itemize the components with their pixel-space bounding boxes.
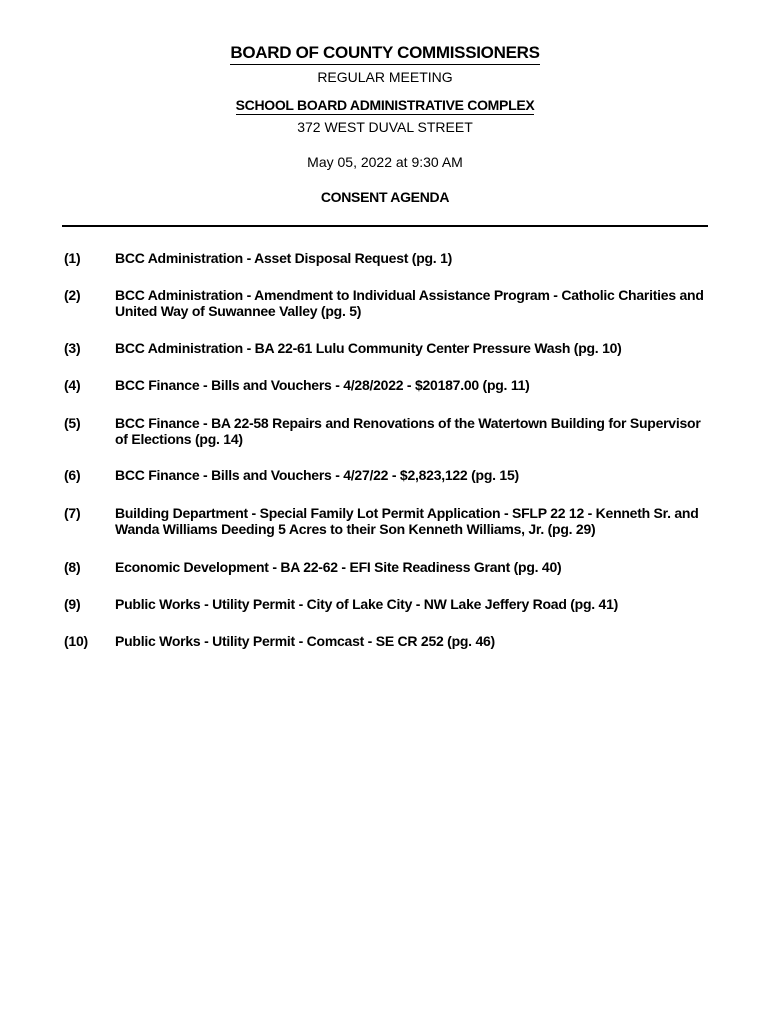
agenda-item-number: (8) <box>64 559 81 575</box>
agenda-item-text: BCC Administration - BA 22-61 Lulu Community Center Pressure Wash (pg. 10) <box>115 340 622 356</box>
meeting-header <box>0 42 770 207</box>
meeting-type: REGULAR MEETING <box>317 69 453 85</box>
meeting-datetime: May 05, 2022 at 9:30 AM <box>307 154 463 170</box>
agenda-item-number: (9) <box>64 596 81 612</box>
meeting-venue: SCHOOL BOARD ADMINISTRATIVE COMPLEX <box>235 97 535 113</box>
agenda-item-text: BCC Finance - Bills and Vouchers - 4/28/2022 - $20187.00 (pg. 11) <box>115 377 530 393</box>
agenda-item-text: BCC Administration - Amendment to Individual Assistance Program - Catholic Charities and United Way of Suwannee Valley (pg. 5) <box>115 287 704 319</box>
agenda-item-number: (10) <box>64 633 88 649</box>
agenda-item-text: BCC Administration - Asset Disposal Request (pg. 1) <box>115 250 453 266</box>
agenda-item-number: (5) <box>64 415 81 431</box>
header-divider <box>62 225 708 227</box>
agenda-item-number: (7) <box>64 505 81 521</box>
agenda-item-text: Building Department - Special Family Lot Permit Application - SFLP 22 12 - Kenneth Sr. and Wanda Williams Deeding 5 Acres to their Son Kenneth Williams, Jr. (pg. 29) <box>115 505 699 537</box>
agenda-item-number: (6) <box>64 467 81 483</box>
agenda-item-text: Public Works - Utility Permit - Comcast - SE CR 252 (pg. 46) <box>115 633 495 649</box>
agenda-item-text: Economic Development - BA 22-62 - EFI Site Readiness Grant (pg. 40) <box>115 559 562 575</box>
agenda-title: CONSENT AGENDA <box>320 189 450 205</box>
agenda-item-number: (2) <box>64 287 81 303</box>
agenda-item-text: BCC Finance - Bills and Vouchers - 4/27/22 - $2,823,122 (pg. 15) <box>115 467 519 483</box>
agenda-item-text: Public Works - Utility Permit - City of Lake City - NW Lake Jeffery Road (pg. 41) <box>115 596 619 612</box>
agenda-item-text: BCC Finance - BA 22-58 Repairs and Renovations of the Watertown Building for Supervisor of Elections (pg. 14) <box>115 415 701 447</box>
board-title: BOARD OF COUNTY COMMISSIONERS <box>230 42 539 65</box>
agenda-item-number: (1) <box>64 250 81 266</box>
agenda-item-number: (4) <box>64 377 81 393</box>
venue-address: 372 WEST DUVAL STREET <box>297 119 473 135</box>
agenda-item-number: (3) <box>64 340 81 356</box>
